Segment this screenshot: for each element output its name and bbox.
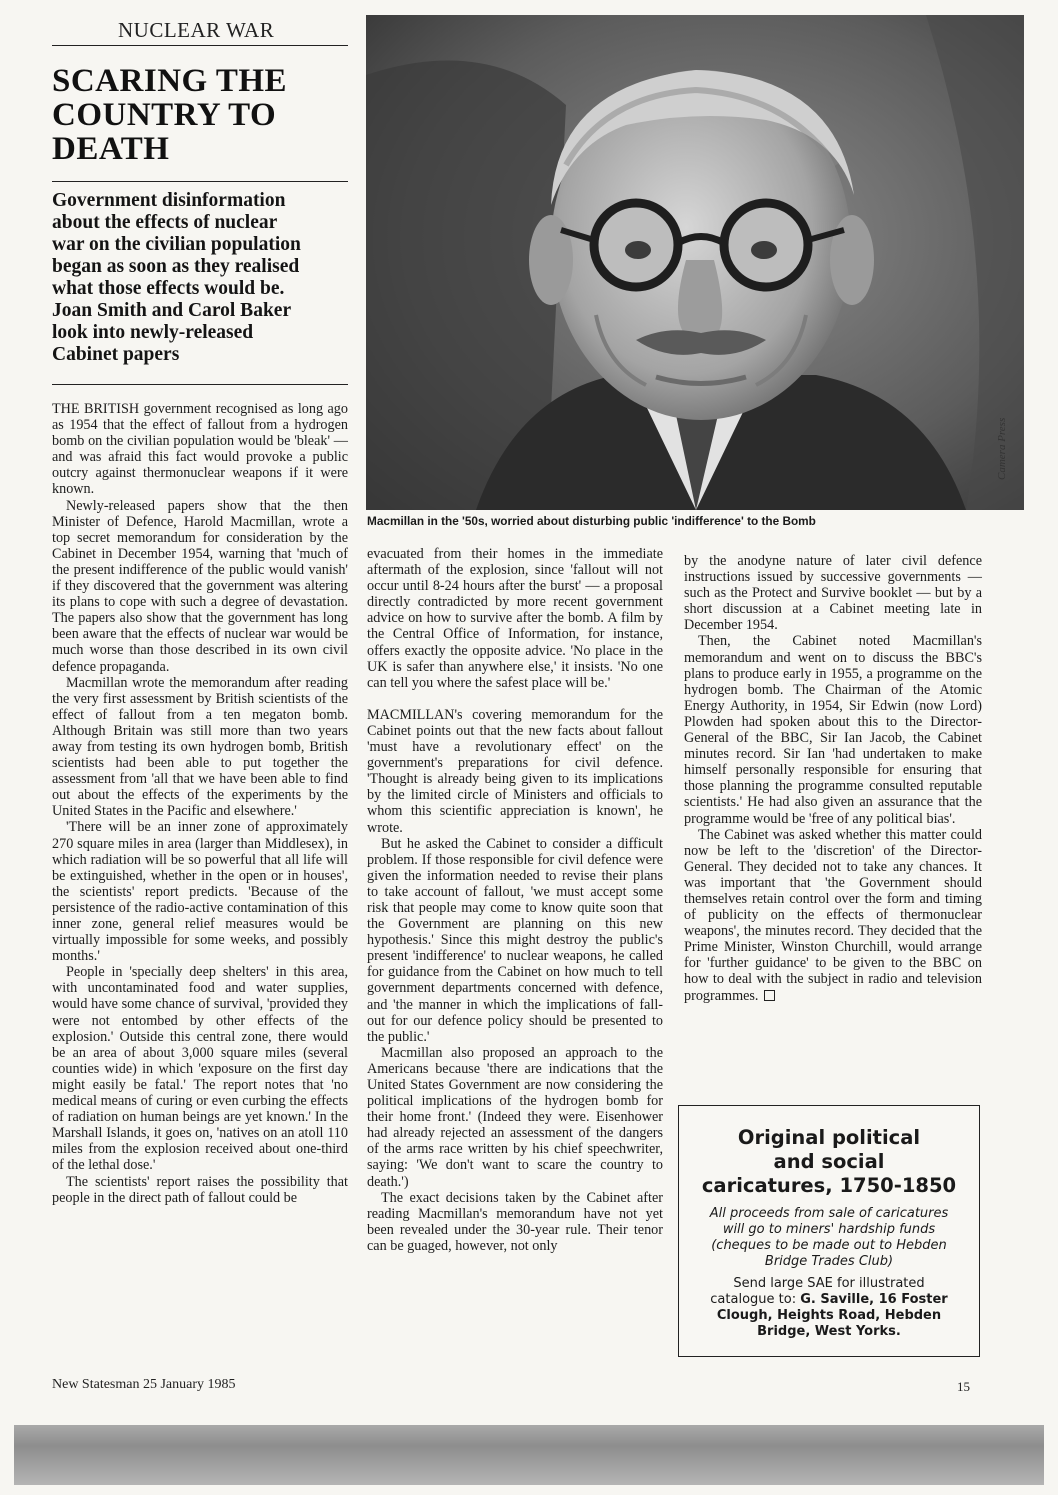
advert-address-line: Clough, Heights Road, Hebden (716, 1308, 942, 1323)
paragraph: by the anodyne nature of later civil defence instructions issued by successive governments — such as the Protect and Survive booklet — but by a short discussion at a Cabinet meeting late in December 1954. (684, 553, 982, 634)
advert-proceeds-note (679, 1206, 979, 1270)
portrait-illustration (366, 15, 1024, 510)
advert-title-line: and social (773, 1150, 885, 1173)
standfirst-line: war on the civilian population (52, 234, 301, 255)
paragraph-text: The Cabinet was asked whether this matter could now be left to the 'discretion' of the Director-General. They decided not to take any chances. It was important that 'the Government should themselves retain control over the form and timing of publicity on the effects of thermonuclear weapons', the minutes record. They decided that the Prime Minister, Winston Churchill, would arrange for 'further guidance' to be given to the BBC on how to deal with the subject in radio and television programmes. (684, 826, 982, 1004)
paragraph: Macmillan also proposed an approach to the Americans because 'there are indications that the United States Government are now considering the political implications of the hydrogen bomb for their home front.' (Indeed they were. Eisenhower had already rejected an assessment of the dangers of the arms race written by his chief speechwriter, saying: 'We don't want to scare the country to death.') (367, 1044, 663, 1190)
portrait-photo (366, 15, 1024, 510)
advert-note-line: (cheques to be made out to Hebden (711, 1238, 947, 1253)
advert-address-line: G. Saville, 16 Foster (800, 1292, 948, 1307)
headline-line: COUNTRY TO (52, 97, 277, 133)
paragraph: 'There will be an inner zone of approximately 270 square miles in area (larger than Middlesex), in which radiation will be so powerful that all life will be extinguished, whether in the open or in houses', the scientists' report predicts. 'Because of the persistence of the radio-active contamination of this inner zone, general relief measures would be virtually impossible for some weeks, and possibly months.' (52, 819, 348, 965)
section-label: NUCLEAR WAR (118, 18, 275, 42)
standfirst-line: what those effects would be. (52, 278, 285, 299)
photo-credit: Camera Press (996, 417, 1008, 480)
headline-rule (52, 181, 348, 182)
photo-caption: Macmillan in the '50s, worried about disturbing public 'indifference' to the Bomb (367, 514, 816, 528)
headline (52, 64, 352, 166)
article-column-1 (52, 401, 348, 1206)
advert-send-text: catalogue to: (710, 1292, 797, 1307)
article-column-3 (684, 553, 982, 1004)
advert-title-line: Original political (737, 1126, 921, 1149)
paragraph: evacuated from their homes in the immediate aftermath of the explosion, since 'fallout will not occur until 8-24 hours after the burst' — a proposal directly contradicted by more recent government advice on how to survive after the bomb. A film by the Central Office of Information, for instance, offers exactly the opposite advice. 'No place in the UK is safer than anywhere else,' it insists. 'No one can tell you where the safest place will be.' (367, 546, 663, 691)
advert-send-line (679, 1292, 979, 1308)
end-mark-icon (764, 990, 775, 1001)
standfirst-line: began as soon as they realised (52, 256, 300, 277)
caricatures-advert (678, 1105, 980, 1357)
standfirst (52, 190, 352, 366)
advert-send-line: Send large SAE for illustrated (733, 1276, 925, 1291)
publication-footer: New Statesman 25 January 1985 (52, 1377, 236, 1392)
paragraph: The exact decisions taken by the Cabinet after reading Macmillan's memorandum have not yet been revealed under the 30-year rule. Their tenor can be guaged, however, not only (367, 1189, 663, 1254)
standfirst-line: look into newly-released (52, 322, 254, 343)
advert-title-line: caricatures, 1750-1850 (701, 1174, 957, 1197)
advert-contact (679, 1276, 979, 1340)
paragraph: Newly-released papers show that the then Minister of Defence, Harold Macmillan, wrote a top secret memorandum for consideration by the Cabinet in December 1954, warning that 'much of the present indifference of the public would vanish' if they discovered that the government was altering its plans to cope with such a degree of devastation. The papers also show that the government has long been aware that the effects of nuclear war would be much worse than those described in its own civil defence propaganda. (52, 497, 348, 675)
advert-note-line: All proceeds from sale of caricatures (709, 1206, 949, 1221)
headline-line: SCARING THE (52, 63, 288, 99)
article-column-2 (367, 546, 663, 1254)
paragraph: The scientists' report raises the possibility that people in the direct path of fallout could be (52, 1173, 348, 1206)
paragraph: MACMILLAN's covering memorandum for the Cabinet points out that the new facts about fallout 'must have a revolutionary effect' on the government's preparations for civil defence. 'Thought is already being given to its implications by the limited circle of Ministers and officials to whom this scientific appreciation is known', he wrote. (367, 706, 663, 836)
paragraph: People in 'specially deep shelters' in this area, with uncontaminated food and water supplies, would have some chance of survival, 'provided they were not entombed by other effects of the explosion.' Outside this central zone, there would be an area of about 3,000 square miles (several counties wide) in which 'exposure on the first day might easily be fatal.' The report notes that 'no medical means of curing or even curbing the effects of radiation on human beings are yet known.' In the Marshall Islands, it goes on, 'natives on an atoll 110 miles from the explosion received about one-third of the lethal dose.' (52, 964, 348, 1174)
standfirst-line: Joan Smith and Carol Baker (52, 300, 292, 321)
paragraph: Then, the Cabinet noted Macmillan's memorandum and went on to discuss the BBC's plans to produce early in 1955, a programme on the hydrogen bomb. The Chairman of the Atomic Energy Authority, in 1954, Sir Edwin (now Lord) Plowden had spoken about this to the Director-General of the BBC, Sir Ian Jacob, the Cabinet minutes record. Sir Ian 'had undertaken to make himself personally responsible for ensuring that those planning the programme consulted reputable scientists.' He had also given an assurance that the programme would be 'free of any political bias'. (684, 633, 982, 827)
advert-address-line: Bridge, West Yorks. (757, 1324, 901, 1339)
page-number: 15 (957, 1379, 970, 1394)
paragraph: THE BRITISH government recognised as long ago as 1954 that the effect of fallout from a hydrogen bomb on the civilian population would be 'bleak' — and was afraid this fact would provoke a public outcry against thermonuclear weapons if it were known. (52, 401, 348, 498)
standfirst-line: Cabinet papers (52, 344, 180, 365)
standfirst-rule (52, 384, 348, 385)
paragraph: Macmillan wrote the memorandum after reading the very first assessment by British scientists of the effect of fallout from a ten megaton bomb. Although Britain was still more than two years away from testing its own hydrogen bomb, British scientists had been able to put together the assessment from 'all that we have been able to find out about the effects of the experiments by the United States in the Pacific and elsewhere.' (52, 674, 348, 820)
standfirst-line: about the effects of nuclear (52, 212, 278, 233)
advert-title (679, 1126, 979, 1198)
headline-line: DEATH (52, 131, 170, 167)
paragraph: But he asked the Cabinet to consider a difficult problem. If those responsible for civil defence were given the information needed to revise their plans to take account of fallout, 'we must accept some risk that people may come to know quite soon that the Government are planning on this new hypothesis.' Since this might destroy the public's present 'indifference' to nuclear weapons, he called for guidance from the Cabinet on how much to tell government departments concerned with defence, and 'the manner in which the implications of fall-out for our defence policy should be presented to the public.' (367, 835, 663, 1045)
standfirst-line: Government disinformation (52, 190, 286, 211)
scan-edge-shadow (14, 1425, 1044, 1485)
section-rule-top (52, 45, 348, 46)
advert-note-line: will go to miners' hardship funds (722, 1222, 936, 1237)
advert-note-line: Bridge Trades Club) (764, 1254, 894, 1269)
paragraph (684, 827, 982, 1004)
